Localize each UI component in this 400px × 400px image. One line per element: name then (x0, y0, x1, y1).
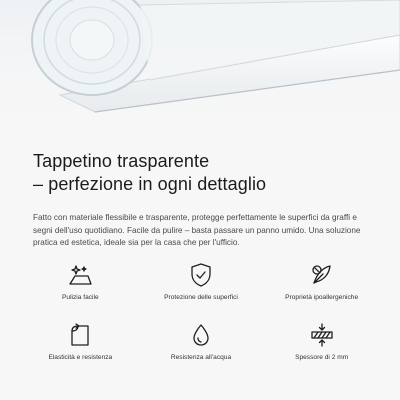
feature-grid (20, 262, 382, 382)
transparent-mat-roll-illustration (0, 0, 400, 128)
feature-label: Protezione delle superfici (164, 294, 238, 301)
feature-label: Elasticità e resistenza (48, 354, 113, 361)
feature-item-water-resistance (141, 322, 262, 382)
thickness-icon (309, 322, 335, 348)
feature-label: Proprietà ipoallergeniche (285, 294, 359, 301)
feature-label: Spessore di 2 mm (295, 354, 349, 361)
feature-label: Resistenza all'acqua (170, 354, 232, 361)
feather-ban-icon (309, 262, 335, 288)
page-title (33, 150, 383, 196)
feature-item-elasticity (20, 322, 141, 382)
product-hero-image (0, 0, 400, 128)
water-drop-icon (188, 322, 214, 348)
sparkle-surface-icon (67, 262, 93, 288)
feature-item-surface-protection (141, 262, 262, 322)
shield-check-icon (188, 262, 214, 288)
title-line-1: Tappetino trasparente (33, 151, 210, 171)
flex-sheet-icon (67, 322, 93, 348)
feature-item-easy-cleaning (20, 262, 141, 322)
feature-item-hypoallergenic (261, 262, 382, 322)
product-description: Fatto con materiale flessibile e trasparente, protegge perfettamente le superfici da graffi e segni dell'uso quotidiano. Facile da pulire – basta passare un panno umido. Una soluzione pratica ed estetica, ideale sia per la casa che per l'ufficio. (33, 213, 361, 248)
feature-item-thickness (261, 322, 382, 382)
title-line-2: – perfezione in ogni dettaglio (33, 174, 267, 194)
feature-label: Pulizia facile (62, 294, 99, 301)
